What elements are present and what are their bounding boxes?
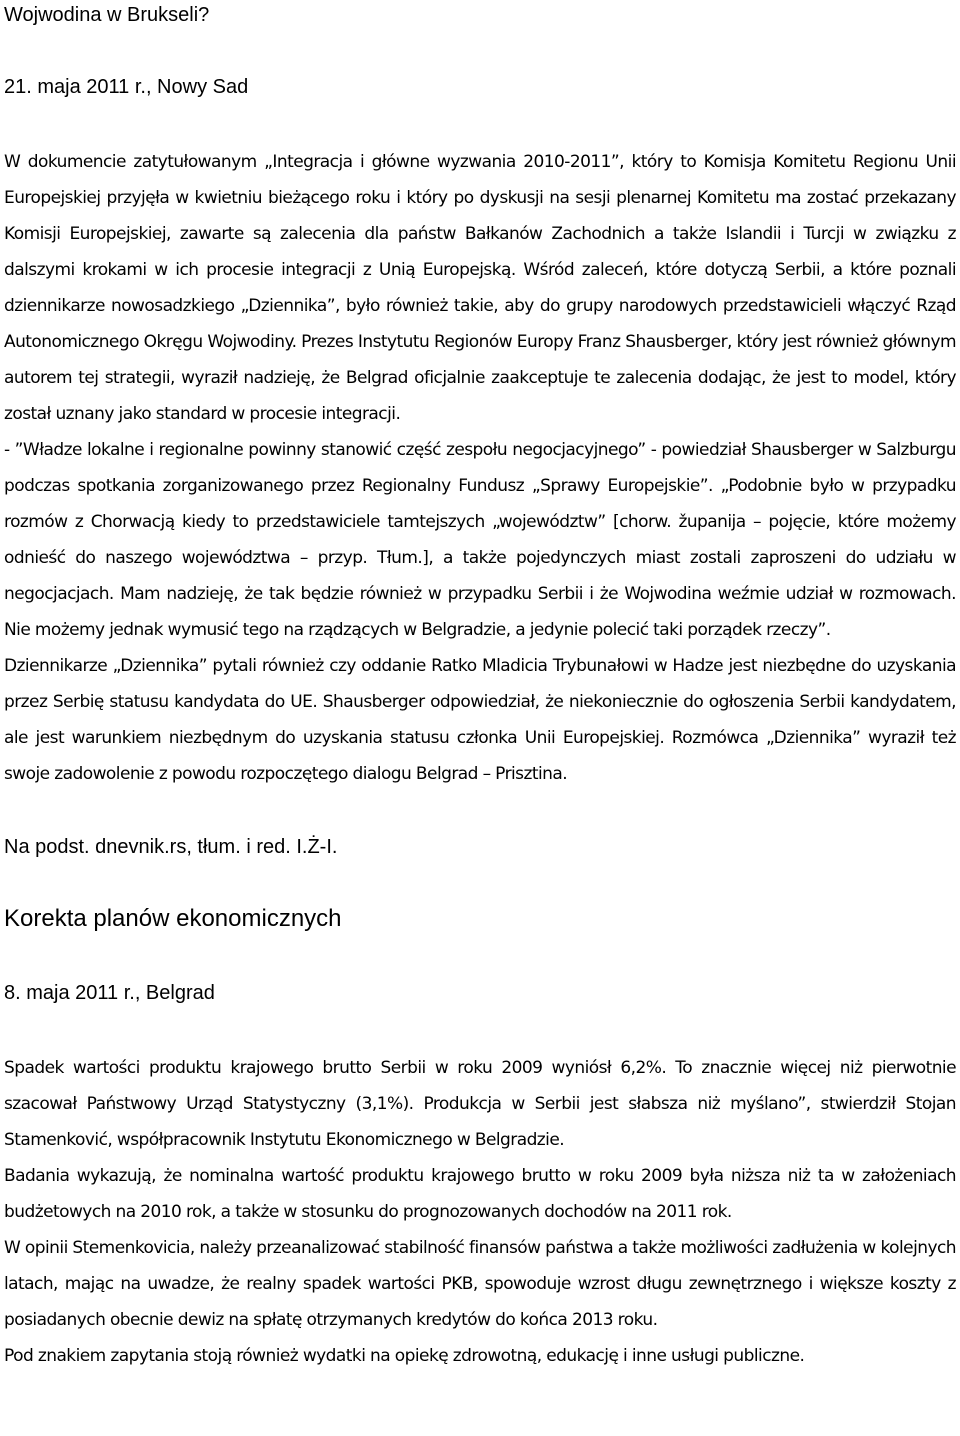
article-paragraph: W dokumencie zatytułowanym „Integracja i główne wyzwania 2010-2011”, który to Komisja Komitetu Regionu Unii Europejskiej przyjęła w kwietniu bieżącego roku i który po dyskusji na sesji plenarnej Komitetu ma zostać przekazany Komisji Europejskiej, zawarte są zalecenia dla państw Bałkanów Zachodnich a także Islandii i Turcji w związku z dalszymi krokami w ich procesie integracji z Unią Europejską. Wśród zaleceń, które dotyczą Serbii, a które poznali dziennikarze nowosadzkiego „Dziennika”, było również takie, aby do grupy narodowych przedstawicieli włączyć Rząd Autonomicznego Okręgu Wojwodiny. Prezes Instytutu Regionów Europy Franz Shausberger, który jest również głównym autorem tej strategii, wyraził nadzieję, że Belgrad oficjalnie zaakceptuje te zalecenia dodając, że jest to model, który został uznany jako standard w procesie integracji. [4,152,956,424]
article-paragraph: Badania wykazują, że nominalna wartość produktu krajowego brutto w roku 2009 była niższa niż ta w założeniach budżetowych na 2010 rok, a także w stosunku do prognozowanych dochodów na 2011 rok. [4,1166,956,1222]
article-byline: Na podst. dnevnik.rs, tłum. i red. I.Ż-I. [4,836,338,858]
article-paragraph: - ”Władze lokalne i regionalne powinny stanowić część zespołu negocjacyjnego” - powiedział Shausberger w Salzburgu podczas spotkania zorganizowanego przez Regionalny Fundusz „Sprawy Europejskie”. „Podobnie było w przypadku rozmów z Chorwacją kiedy to przedstawiciele tamtejszych „województw” [chorw. županija – pojęcie, które możemy odnieść do naszego województwa – przyp. Tłum.], a także pojedynczych miast zostali zaproszeni do udziału w negocjacjach. Mam nadzieję, że tak będzie również w przypadku Serbii i że Wojwodina weźmie udział w rozmowach. Nie możemy jednak wymusić tego na rządzących w Belgradzie, a jedynie polecić taki porządek rzeczy”. [4,440,956,640]
article-title: Wojwodina w Brukseli? [4,4,210,26]
article-paragraph: W opinii Stemenkovicia, należy przeanalizować stabilność finansów państwa a także możliwości zadłużenia w kolejnych latach, mając na uwadze, że realny spadek wartości PKB, spowoduje wzrost długu zewnętrznego i większe koszty z posiadanych obecnie dewiz na spłatę otrzymanych kredytów do końca 2013 roku. [4,1238,956,1330]
document-page [4,0,956,1374]
article-paragraph: Spadek wartości produktu krajowego brutto Serbii w roku 2009 wyniósł 6,2%. To znacznie więcej niż pierwotnie szacował Państwowy Urząd Statystyczny (3,1%). Produkcja w Serbii jest słabsza niż myślano”, stwierdził Stojan Stamenković, współpracownik Instytutu Ekonomicznego w Belgradzie. [4,1058,956,1150]
article-dateline: 8. maja 2011 r., Belgrad [4,982,215,1004]
article-paragraph: Dziennikarze „Dziennika” pytali również czy oddanie Ratko Mladicia Trybunałowi w Hadze jest niezbędne do uzyskania przez Serbię statusu kandydata do UE. Shausberger odpowiedział, że niekoniecznie do ogłoszenia Serbii kandydatem, ale jest warunkiem niezbędnym do uzyskania statusu członka Unii Europejskiej. Rozmówca „Dziennika” wyraził też swoje zadowolenie z powodu rozpoczętego dialogu Belgrad – Prisztina. [4,656,956,784]
article-paragraph: Pod znakiem zapytania stoją również wydatki na opiekę zdrowotną, edukację i inne usługi publiczne. [4,1346,805,1366]
article-dateline: 21. maja 2011 r., Nowy Sad [4,76,249,98]
article-title: Korekta planów ekonomicznych [4,905,342,932]
